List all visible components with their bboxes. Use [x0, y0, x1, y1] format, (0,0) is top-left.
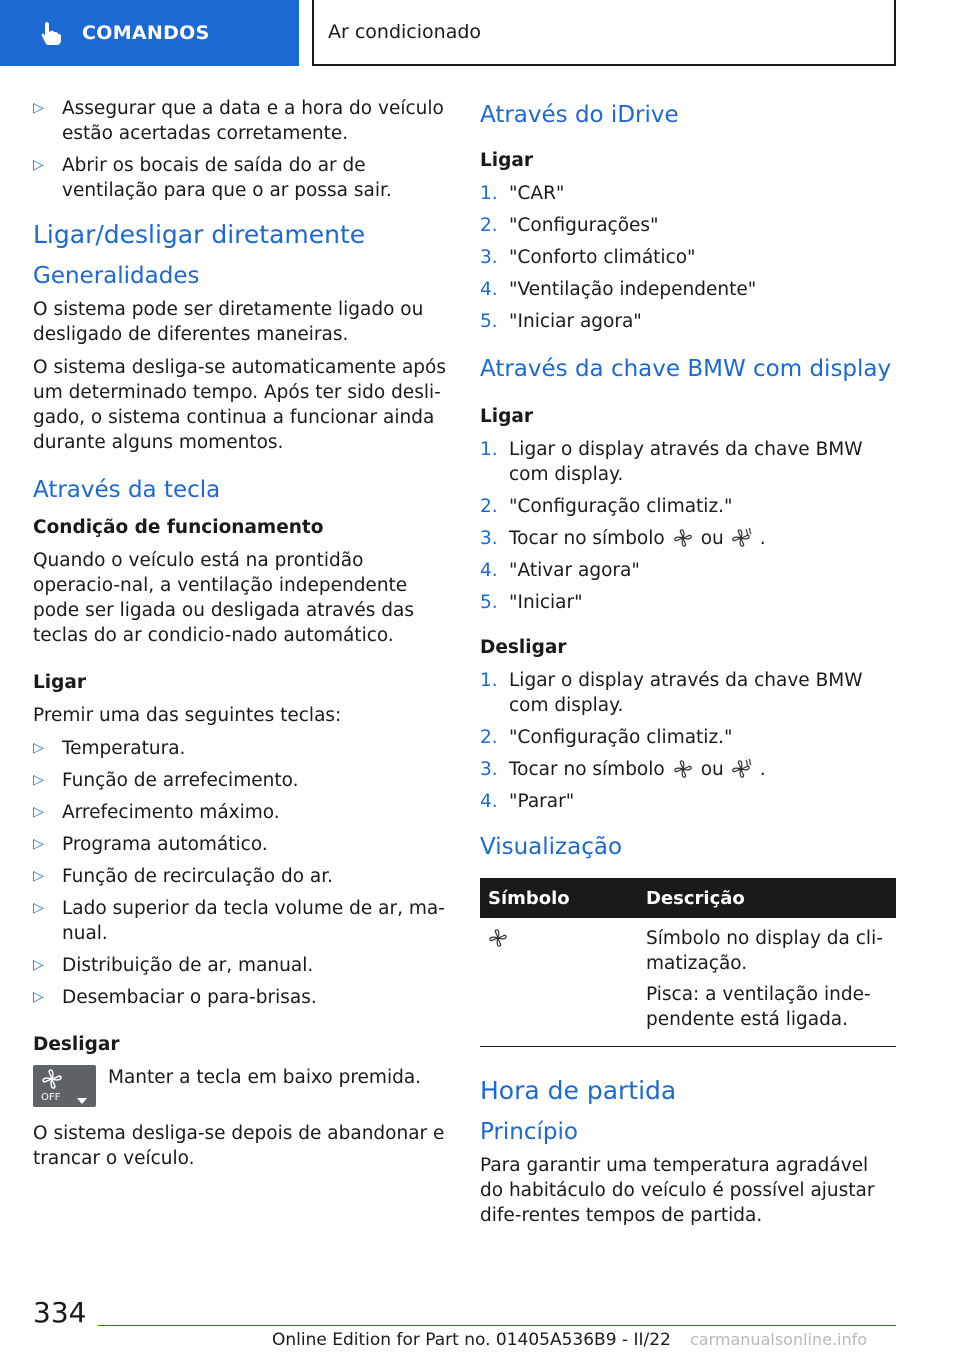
- list-item: 4. "Parar": [480, 791, 575, 812]
- heading-direct: Ligar/desligar diretamente: [33, 220, 366, 249]
- key-arrow-icon: [35, 1096, 95, 1106]
- fan-heat-icon: [732, 759, 752, 779]
- heading-chave-desligar: Desligar: [480, 637, 567, 658]
- list-item: 1. "CAR": [480, 183, 565, 204]
- triangle-bullet-icon: ▷: [33, 868, 44, 884]
- page-number: 334: [33, 1296, 87, 1329]
- heading-general: Generalidades: [33, 263, 200, 289]
- list-item: ▷ Programa automático.: [33, 834, 268, 855]
- list-item: 1. Ligar o display através da chave BMW com display.: [480, 670, 863, 716]
- table-cell: Pisca: a ventilação inde-pendente está ligada.: [646, 984, 871, 1030]
- table-header: Símbolo: [480, 878, 638, 918]
- list-item: ▷ Distribuição de ar, manual.: [33, 955, 314, 976]
- list-item: 4. "Ativar agora": [480, 560, 640, 581]
- heading-tecla: Através da tecla: [33, 477, 221, 503]
- list-item: 1. Ligar o display através da chave BMW com display.: [480, 439, 863, 485]
- idrive-steps: [480, 181, 896, 334]
- heading-ligar: Ligar: [33, 672, 86, 693]
- paragraph: Premir uma das seguintes teclas:: [33, 705, 342, 726]
- off-key-text: Manter a tecla em baixo premida.: [108, 1067, 422, 1088]
- heading-visual: Visualização: [480, 834, 623, 860]
- heading-idrive: Através do iDrive: [480, 102, 679, 128]
- pointing-hand-icon: [38, 20, 64, 46]
- heading-desligar: Desligar: [33, 1034, 120, 1055]
- paragraph: O sistema desliga-se depois de abandonar e trancar o veículo.: [33, 1123, 445, 1169]
- triangle-bullet-icon: ▷: [33, 989, 44, 1005]
- fan-icon: [673, 528, 693, 548]
- edition-text: Online Edition for Part no. 01405A536B9 - II/22: [272, 1330, 671, 1350]
- heading-chave: Através da chave BMW com display: [480, 356, 892, 382]
- keys-list: [33, 736, 453, 1010]
- fan-heat-icon: [732, 528, 752, 548]
- heading-idrive-ligar: Ligar: [480, 150, 533, 171]
- fan-icon: [39, 1068, 65, 1090]
- left-column: [33, 96, 453, 1179]
- table-row: [480, 918, 896, 1047]
- list-item: 4. "Ventilação independente": [480, 279, 757, 300]
- list-item: ▷ Arrefecimento máximo.: [33, 802, 280, 823]
- list-item: 2. "Configuração climatiz.": [480, 727, 733, 748]
- list-item: ▷ Desembaciar o para-brisas.: [33, 987, 317, 1008]
- triangle-bullet-icon: ▷: [33, 157, 44, 173]
- list-item: ▷ Função de arrefecimento.: [33, 770, 299, 791]
- heading-principio: Princípio: [480, 1119, 578, 1145]
- list-item: 3. Tocar no símbolo ou .: [480, 759, 766, 780]
- list-item: ▷ Função de recirculação do ar.: [33, 866, 334, 887]
- list-item: 2. "Configurações": [480, 215, 659, 236]
- fan-off-key-icon: [33, 1065, 96, 1107]
- triangle-bullet-icon: ▷: [33, 957, 44, 973]
- list-item: ▷ Abrir os bocais de saída do ar de ventilação para que o ar possa sair.: [33, 155, 392, 201]
- fan-icon: [673, 759, 693, 779]
- list-item: 5. "Iniciar": [480, 592, 583, 613]
- triangle-bullet-icon: ▷: [33, 900, 44, 916]
- section-label: COMANDOS: [82, 22, 210, 44]
- off-key-row: [33, 1065, 453, 1107]
- list-item: ▷ Assegurar que a data e a hora do veículo estão acertadas corretamente.: [33, 98, 444, 144]
- paragraph: O sistema desliga-se automaticamente após um determinado tempo. Após ter sido desli-gado, o sistema continua a funcionar ainda durante alguns momentos.: [33, 357, 447, 453]
- triangle-bullet-icon: ▷: [33, 804, 44, 820]
- table-header: Descrição: [638, 878, 896, 918]
- right-column: [480, 100, 896, 1236]
- paragraph: O sistema pode ser diretamente ligado ou desligado de diferentes maneiras.: [33, 299, 424, 345]
- chave-desligar-steps: [480, 668, 896, 814]
- watermark: carmanualsonline.info: [690, 1330, 868, 1349]
- list-item: ▷ Temperatura.: [33, 738, 186, 759]
- list-item: 3. Tocar no símbolo ou .: [480, 528, 766, 549]
- footer-divider: [98, 1325, 896, 1326]
- symbol-table: [480, 878, 896, 1047]
- off-key-label: OFF: [41, 1092, 61, 1103]
- heading-condicao: Condição de funcionamento: [33, 517, 324, 538]
- fan-icon: [488, 928, 508, 948]
- intro-bullets: [33, 96, 453, 203]
- table-cell: Símbolo no display da cli-matização.: [646, 928, 883, 974]
- page-header: [0, 0, 960, 66]
- chapter-title: Ar condicionado: [312, 0, 896, 66]
- triangle-bullet-icon: ▷: [33, 772, 44, 788]
- list-item: 2. "Configuração climatiz.": [480, 496, 733, 517]
- triangle-bullet-icon: ▷: [33, 740, 44, 756]
- paragraph: Quando o veículo está na prontidão operacio-nal, a ventilação independente pode ser ligada ou desligada através das teclas do ar condicio-nado automático.: [33, 550, 415, 646]
- triangle-bullet-icon: ▷: [33, 100, 44, 116]
- section-tab[interactable]: [0, 0, 299, 66]
- paragraph: Para garantir uma temperatura agradável do habitáculo do veículo é possível ajustar dife-rentes tempos de partida.: [480, 1155, 875, 1226]
- heading-hora: Hora de partida: [480, 1076, 677, 1105]
- list-item: 5. "Iniciar agora": [480, 311, 642, 332]
- chave-ligar-steps: [480, 437, 896, 615]
- list-item: ▷ Lado superior da tecla volume de ar, ma-nual.: [33, 898, 445, 944]
- heading-chave-ligar: Ligar: [480, 406, 533, 427]
- list-item: 3. "Conforto climático": [480, 247, 696, 268]
- triangle-bullet-icon: ▷: [33, 836, 44, 852]
